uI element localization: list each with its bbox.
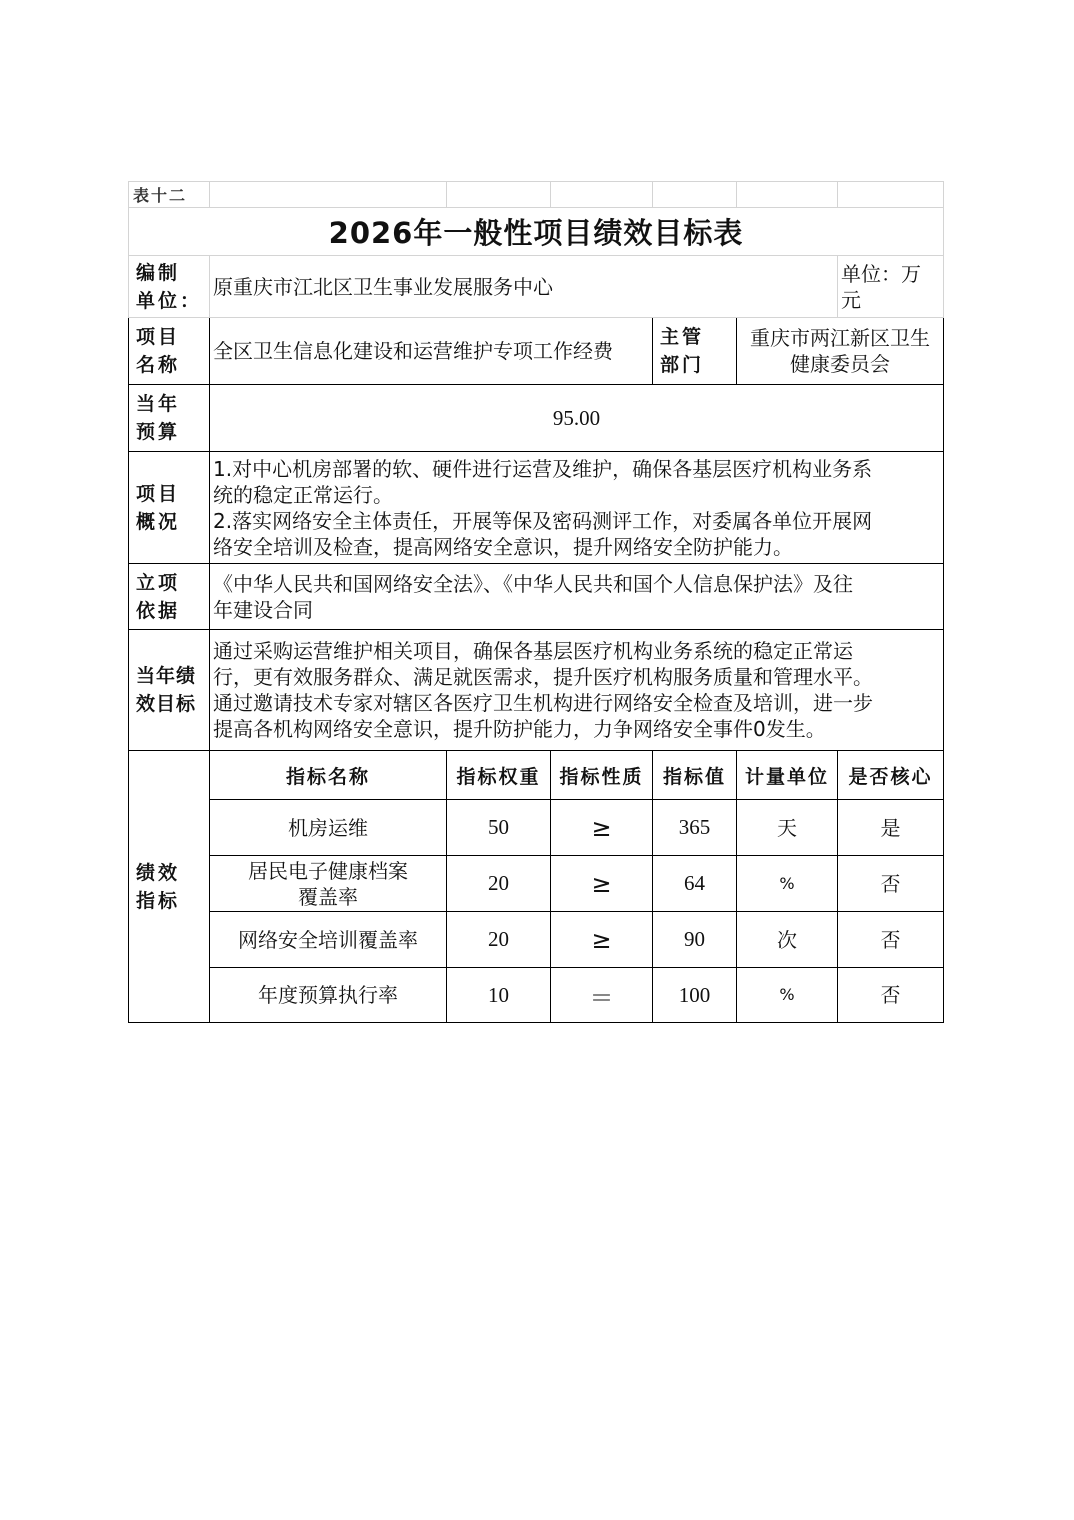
indicator-value: 64 — [653, 856, 737, 912]
table-row — [129, 856, 944, 912]
goal-row — [129, 630, 944, 751]
budget-value: 95.00 — [210, 385, 944, 452]
header-unit: 计量单位 — [737, 751, 838, 800]
indicator-value: 100 — [653, 968, 737, 1023]
table-row — [129, 912, 944, 968]
dept-value: 重庆市两江新区卫生 健康委员会 — [737, 318, 944, 385]
indicator-value: 365 — [653, 800, 737, 856]
title-row — [129, 208, 944, 256]
indicators-label: 绩效 指标 — [129, 751, 210, 1023]
compiler-value: 原重庆市江北区卫生事业发展服务中心 — [210, 256, 838, 318]
budget-label: 当年 预算 — [129, 385, 210, 452]
indicator-unit: 次 — [737, 912, 838, 968]
overview-label: 项目 概况 — [129, 452, 210, 564]
header-nature: 指标性质 — [551, 751, 653, 800]
header-name: 指标名称 — [210, 751, 447, 800]
indicator-name: 年度预算执行率 — [210, 968, 447, 1023]
table-row — [129, 968, 944, 1023]
indicator-nature: ≥ — [551, 912, 653, 968]
basis-row — [129, 564, 944, 630]
indicator-value: 90 — [653, 912, 737, 968]
header-weight: 指标权重 — [447, 751, 551, 800]
compiler-row — [129, 256, 944, 318]
header-core: 是否核心 — [838, 751, 944, 800]
budget-row — [129, 385, 944, 452]
dept-label: 主管 部门 — [653, 318, 737, 385]
indicator-weight: 10 — [447, 968, 551, 1023]
indicator-name: 网络安全培训覆盖率 — [210, 912, 447, 968]
indicator-core: 是 — [838, 800, 944, 856]
indicator-core: 否 — [838, 856, 944, 912]
project-name: 全区卫生信息化建设和运营维护专项工作经费 — [210, 318, 653, 385]
indicator-weight: 20 — [447, 856, 551, 912]
indicator-unit: 天 — [737, 800, 838, 856]
project-row — [129, 318, 944, 385]
tag-row — [129, 182, 944, 208]
indicator-core: 否 — [838, 968, 944, 1023]
page-title: 2026年一般性项目绩效目标表 — [129, 208, 944, 256]
indicator-header-row — [129, 751, 944, 800]
basis-label: 立项 依据 — [129, 564, 210, 630]
compiler-label: 编制 单位： — [129, 256, 210, 318]
indicator-name: 机房运维 — [210, 800, 447, 856]
unit-note: 单位：万 元 — [838, 256, 944, 318]
indicator-weight: 20 — [447, 912, 551, 968]
table-row — [129, 800, 944, 856]
overview-row — [129, 452, 944, 564]
goal-text: 通过采购运营维护相关项目，确保各基层医疗机构业务系统的稳定正常运 行，更有效服务群众、满足就医需求，提升医疗机构服务质量和管理水平。 通过邀请技术专家对辖区各医疗卫生机构进行网络安全检查及培训，进一步 提高各机构网络安全意识，提升防护能力，力争网络安全事件0发生。 — [210, 630, 944, 751]
overview-text: 1.对中心机房部署的软、硬件进行运营及维护，确保各基层医疗机构业务系 统的稳定正常运行。 2.落实网络安全主体责任，开展等保及密码测评工作，对委属各单位开展网 络安全培训及检查，提高网络安全意识，提升网络安全防护能力。 — [210, 452, 944, 564]
basis-text: 《中华人民共和国网络安全法》、《中华人民共和国个人信息保护法》及往 年建设合同 — [210, 564, 944, 630]
project-label: 项目 名称 — [129, 318, 210, 385]
indicator-unit: % — [737, 856, 838, 912]
indicator-weight: 50 — [447, 800, 551, 856]
performance-target-table — [128, 181, 944, 1023]
indicator-core: 否 — [838, 912, 944, 968]
table-tag: 表十二 — [129, 182, 210, 208]
indicator-name: 居民电子健康档案 覆盖率 — [210, 856, 447, 912]
indicator-nature: ≥ — [551, 800, 653, 856]
indicator-unit: % — [737, 968, 838, 1023]
indicator-nature: ≥ — [551, 856, 653, 912]
goal-label: 当年绩 效目标 — [129, 630, 210, 751]
indicator-nature: ＝ — [551, 968, 653, 1023]
header-value: 指标值 — [653, 751, 737, 800]
